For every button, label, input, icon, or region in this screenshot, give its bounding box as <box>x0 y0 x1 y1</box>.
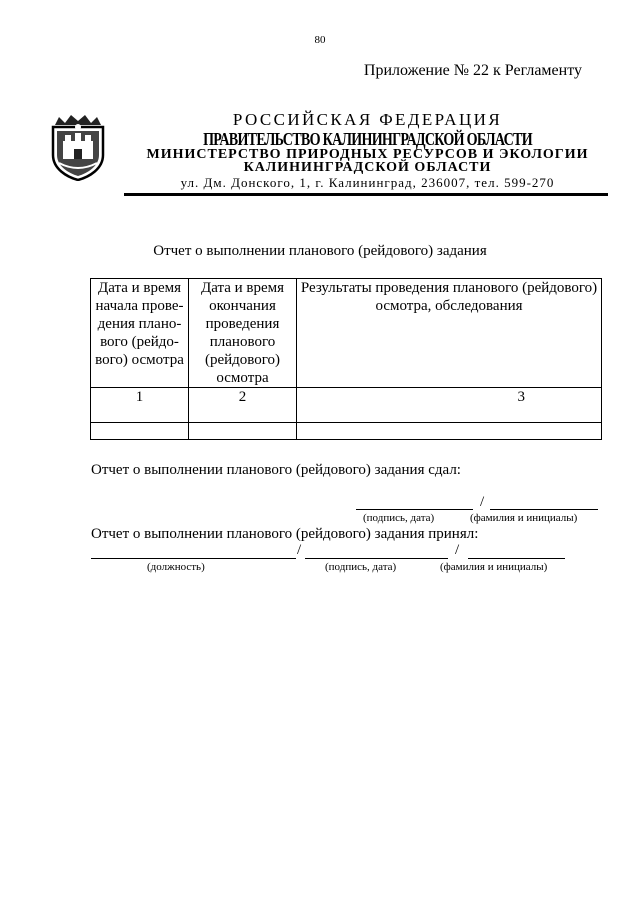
table-cell[interactable] <box>189 423 297 440</box>
col1-number: 1 <box>91 388 189 423</box>
header-rule <box>124 193 608 196</box>
table-header-row <box>91 279 602 388</box>
header-country: РОССИЙСКАЯ ФЕДЕРАЦИЯ <box>232 110 503 129</box>
submitted-signature-line[interactable] <box>356 509 473 510</box>
accepted-position-line[interactable] <box>91 558 296 559</box>
col2-number: 2 <box>189 388 297 423</box>
accepted-name-line[interactable] <box>468 558 565 559</box>
submitted-signature-caption: (подпись, дата) <box>363 512 435 524</box>
appendix-label: Приложение № 22 к Регламенту <box>363 62 582 79</box>
table-cell[interactable] <box>297 423 602 440</box>
col1-header: Дата и время начала прове-дения плано-вого (рейдо-вого) осмотра <box>91 279 189 388</box>
page-number: 80 <box>314 34 326 46</box>
submitted-slash: / <box>480 494 485 510</box>
accepted-position-caption: (должность) <box>147 561 205 573</box>
header-government: ПРАВИТЕЛЬСТВО КАЛИНИНГРАДСКОЙ ОБЛАСТИ <box>203 129 532 149</box>
accepted-signature-line[interactable] <box>305 558 448 559</box>
submitted-name-line[interactable] <box>490 509 598 510</box>
header-address: ул. Дм. Донского, 1, г. Калининград, 236007, тел. 599-270 <box>180 175 555 190</box>
col2-header: Дата и время окончания проведения планового (рейдового) осмотра <box>189 279 297 388</box>
table-number-row <box>91 388 602 423</box>
accepted-text: Отчет о выполнении планового (рейдового) задания принял: <box>91 526 479 542</box>
report-title: Отчет о выполнении планового (рейдового) задания <box>153 243 487 259</box>
col3-header: Результаты проведения планового (рейдового) осмотра, обследования <box>297 279 602 388</box>
accepted-slash-1: / <box>297 542 302 558</box>
accepted-name-caption: (фамилия и инициалы) <box>440 561 548 573</box>
coat-of-arms-icon <box>49 111 107 181</box>
accepted-signature-caption: (подпись, дата) <box>325 561 397 573</box>
submitted-name-caption: (фамилия и инициалы) <box>470 512 578 524</box>
col3-number: 3 <box>297 388 602 423</box>
table-row[interactable] <box>91 423 602 440</box>
submitted-text: Отчет о выполнении планового (рейдового) задания сдал: <box>91 462 461 478</box>
accepted-slash-2: / <box>455 542 460 558</box>
table-cell[interactable] <box>91 423 189 440</box>
header-ministry-line1: МИНИСТЕРСТВО ПРИРОДНЫХ РЕСУРСОВ И ЭКОЛОГИИ <box>146 147 589 162</box>
report-table <box>90 278 602 440</box>
header-ministry-line2: КАЛИНИНГРАДСКОЙ ОБЛАСТИ <box>243 160 492 175</box>
